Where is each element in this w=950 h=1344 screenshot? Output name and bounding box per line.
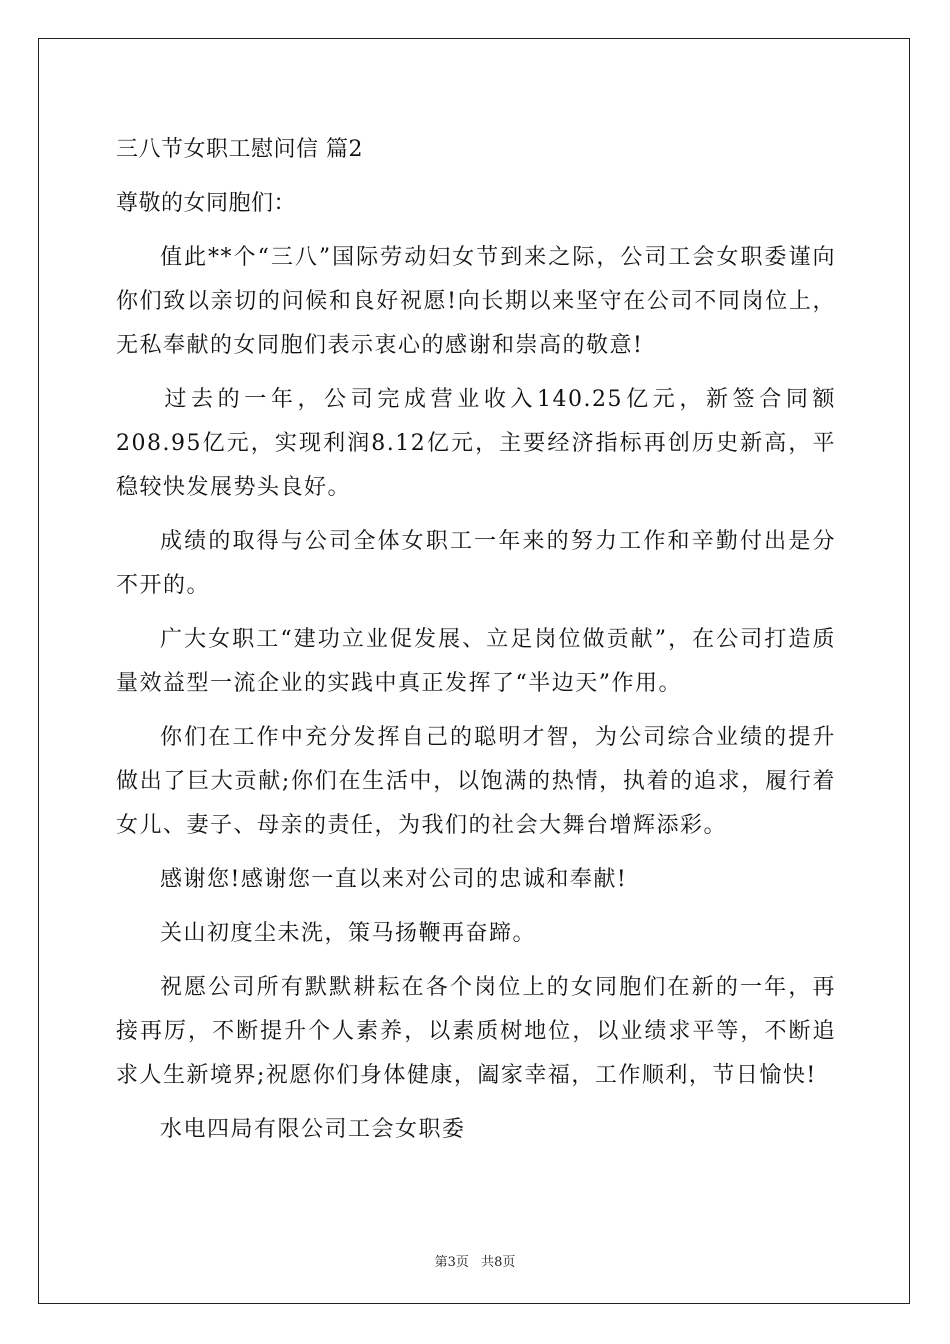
page-footer [0,1251,950,1270]
total-pages: 共8页 [481,1255,516,1270]
letter-signature: 水电四局有限公司工会女职委 [160,1117,466,1142]
paragraph-wishes: 祝愿公司所有默默耕耘在各个岗位上的女同胞们在新的一年，再接再厉，不断提升个人素养，以素质树地位，以业绩求平等，不断追求人生新境界;祝愿你们身体健康，阖家幸福，工作顺利，节日愉快! [116,975,836,1088]
paragraph-thanks: 感谢您!感谢您一直以来对公司的忠诚和奉献! [160,867,628,892]
paragraph-work-life: 你们在工作中充分发挥自己的聪明才智，为公司综合业绩的提升做出了巨大贡献;你们在生活中，以饱满的热情，执着的追求，履行着女儿、妻子、母亲的责任，为我们的社会大舞台增辉添彩。 [116,725,836,838]
paragraph-greetings: 值此**个“三八”国际劳动妇女节到来之际，公司工会女职委谨向你们致以亲切的问候和良好祝愿!向长期以来坚守在公司不同岗位上，无私奉献的女同胞们表示衷心的感谢和崇高的敬意! [116,245,836,358]
letter-title: 三八节女职工慰问信 篇2 [116,137,363,162]
paragraph-performance: 过去的一年，公司完成营业收入140.25亿元，新签合同额208.95亿元，实现利润8.12亿元，主要经济指标再创历史新高，平稳较快发展势头良好。 [116,387,836,500]
letter-greeting: 尊敬的女同胞们： [116,191,297,216]
paragraph-verse: 关山初度尘未洗，策马扬鞭再奋蹄。 [160,921,537,946]
paragraph-achievement: 成绩的取得与公司全体女职工一年来的努力工作和辛勤付出是分不开的。 [116,529,836,598]
letter-content [116,128,836,1162]
page-number: 第3页 [434,1255,469,1270]
paragraph-contribution: 广大女职工“建功立业促发展、立足岗位做贡献”，在公司打造质量效益型一流企业的实践中真正发挥了“半边天”作用。 [116,627,836,696]
